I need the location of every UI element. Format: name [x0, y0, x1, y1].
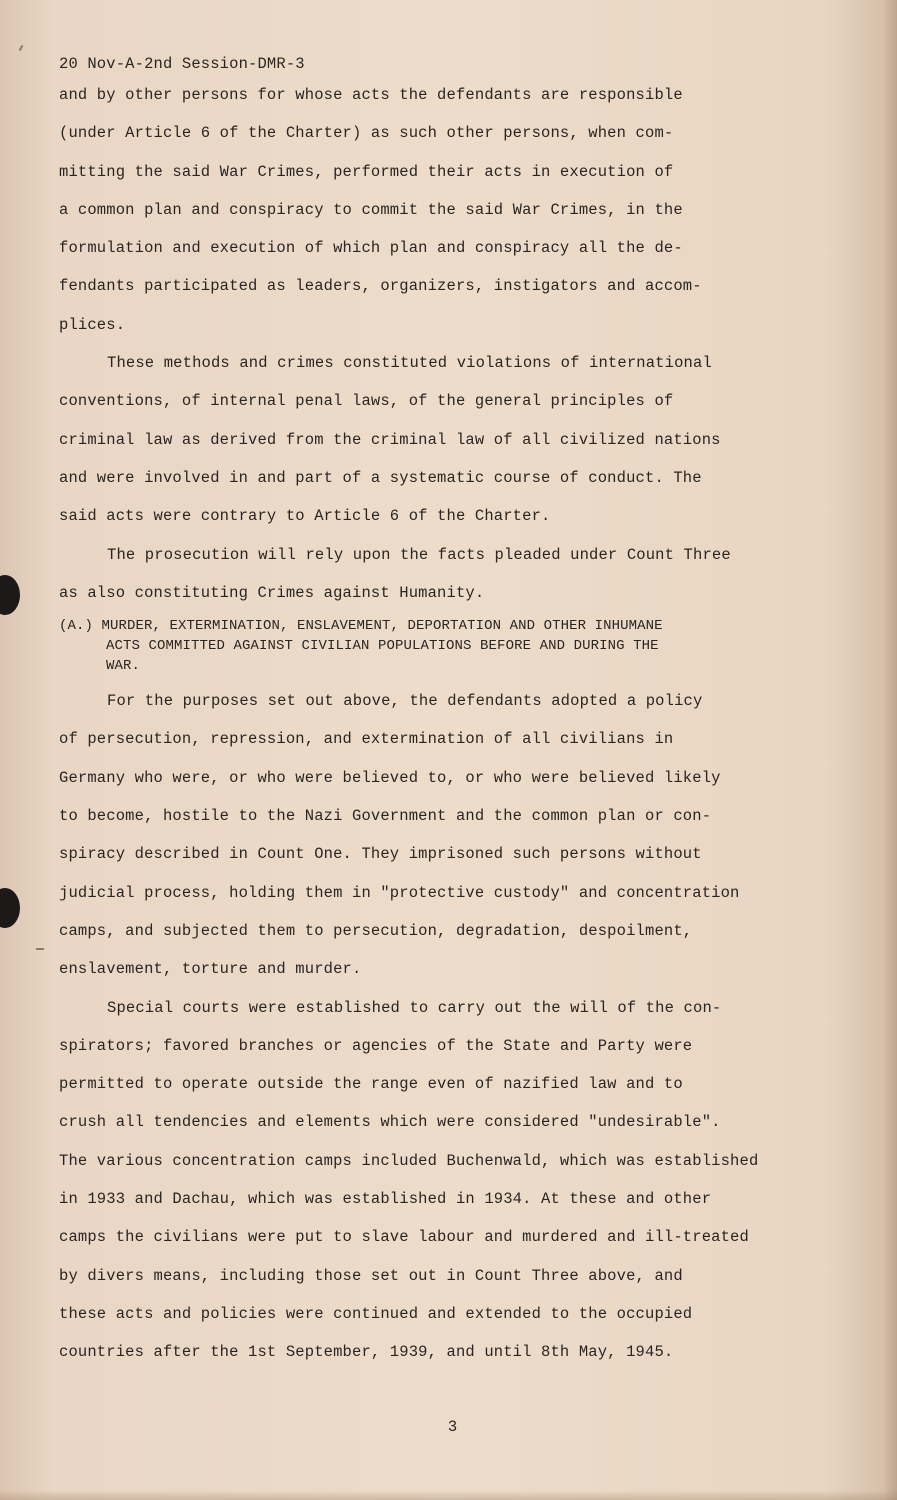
- heading-line: WAR.: [106, 658, 141, 675]
- heading-line: (A.) MURDER, EXTERMINATION, ENSLAVEMENT, DEPORTATION AND OTHER INHUMANE: [59, 618, 663, 635]
- paper-mark: [36, 948, 44, 950]
- page-number: 3: [447, 1418, 458, 1436]
- text-line: said acts were contrary to Article 6 of the Charter.: [59, 507, 551, 526]
- text-line: spiracy described in Count One. They imprisoned such persons without: [59, 845, 702, 864]
- page-edge-shadow-right: [883, 0, 897, 1500]
- text-line: countries after the 1st September, 1939, and until 8th May, 1945.: [59, 1343, 674, 1362]
- paragraph-violations: [59, 344, 779, 535]
- text-line: Special courts were established to carry out the will of the con-: [107, 998, 722, 1017]
- document-header: 20 Nov-A-2nd Session-DMR-3: [59, 55, 305, 73]
- text-line: These methods and crimes constituted violations of international: [107, 354, 712, 373]
- document-body: [59, 52, 779, 1372]
- section-heading: [59, 616, 779, 676]
- text-line: crush all tendencies and elements which were considered "undesirable".: [59, 1113, 721, 1132]
- text-line: The prosecution will rely upon the facts pleaded under Count Three: [107, 545, 731, 564]
- text-line: (under Article 6 of the Charter) as such other persons, when com-: [59, 124, 674, 143]
- text-line: camps the civilians were put to slave labour and murdered and ill-treated: [59, 1228, 749, 1247]
- text-line: by divers means, including those set out in Count Three above, and: [59, 1266, 683, 1285]
- page-edge-shadow-bottom: [0, 1490, 897, 1500]
- heading-line: ACTS COMMITTED AGAINST CIVILIAN POPULATIONS BEFORE AND DURING THE: [106, 638, 659, 655]
- text-line: and were involved in and part of a systematic course of conduct. The: [59, 468, 702, 487]
- text-line: criminal law as derived from the criminal law of all civilized nations: [59, 430, 721, 449]
- text-line: camps, and subjected them to persecution, degradation, despoilment,: [59, 921, 693, 940]
- text-line: permitted to operate outside the range even of nazified law and to: [59, 1075, 683, 1094]
- punch-hole-upper: [0, 575, 20, 615]
- text-line: judicial process, holding them in "protective custody" and concentration: [59, 883, 740, 902]
- paragraph-special-courts: [59, 989, 779, 1372]
- text-line: in 1933 and Dachau, which was established in 1934. At these and other: [59, 1190, 712, 1209]
- text-line: mitting the said War Crimes, performed their acts in execution of: [59, 162, 674, 181]
- paragraph-prosecution-reliance: [59, 536, 779, 613]
- paper-mark: [19, 45, 24, 51]
- paragraph-defendants-responsibility: [59, 76, 779, 344]
- text-line: The various concentration camps included Buchenwald, which was established: [59, 1151, 759, 1170]
- text-line: these acts and policies were continued and extended to the occupied: [59, 1304, 693, 1323]
- text-line: fendants participated as leaders, organizers, instigators and accom-: [59, 277, 702, 296]
- punch-hole-lower: [0, 888, 20, 928]
- text-line: formulation and execution of which plan and conspiracy all the de-: [59, 239, 683, 258]
- text-line: as also constituting Crimes against Humanity.: [59, 583, 485, 602]
- text-line: a common plan and conspiracy to commit the said War Crimes, in the: [59, 200, 683, 219]
- text-line: of persecution, repression, and extermination of all civilians in: [59, 730, 674, 749]
- text-line: spirators; favored branches or agencies of the State and Party were: [59, 1036, 693, 1055]
- paragraph-persecution-policy: [59, 682, 779, 988]
- text-line: plices.: [59, 315, 126, 334]
- text-line: For the purposes set out above, the defendants adopted a policy: [107, 692, 703, 711]
- text-line: Germany who were, or who were believed to, or who were believed likely: [59, 768, 721, 787]
- text-line: enslavement, torture and murder.: [59, 960, 362, 979]
- text-line: conventions, of internal penal laws, of the general principles of: [59, 392, 674, 411]
- text-line: and by other persons for whose acts the defendants are responsible: [59, 86, 683, 104]
- text-line: to become, hostile to the Nazi Government and the common plan or con-: [59, 807, 712, 826]
